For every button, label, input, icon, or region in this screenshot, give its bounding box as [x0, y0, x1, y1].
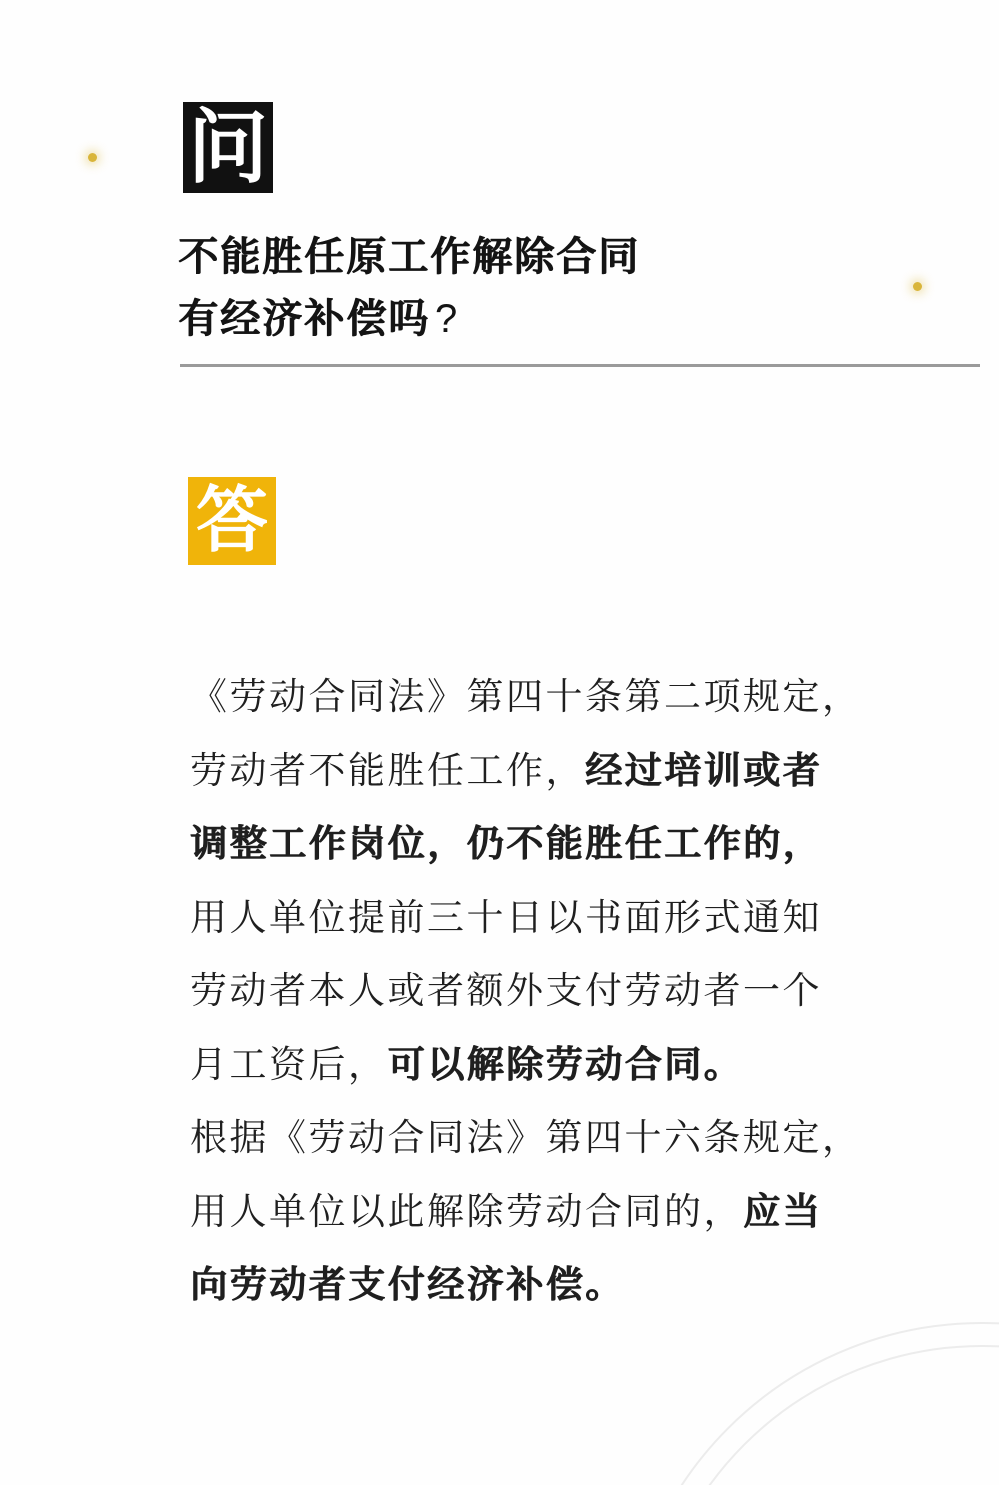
answer-line: 调整工作岗位，仍不能胜任工作的，	[190, 823, 822, 864]
question-badge-icon	[183, 102, 273, 193]
answer-line: 劳动者本人或者额外支付劳动者一个	[190, 970, 822, 1011]
accent-dot-icon	[88, 153, 97, 162]
answer-line: 月工资后，可以解除劳动合同。	[190, 1043, 743, 1085]
answer-line: 根据《劳动合同法》第四十六条规定，	[190, 1117, 862, 1158]
answer-line: 用人单位提前三十日以书面形式通知	[190, 896, 822, 938]
question-title-line1: 不能胜任原工作解除合同	[178, 235, 640, 279]
answer-line: 用人单位以此解除劳动合同的，应当	[190, 1190, 822, 1232]
answer-badge-char: 答	[195, 481, 268, 561]
answer-body	[190, 660, 862, 1322]
question-badge-char: 问	[188, 102, 268, 192]
question-title-line2: 有经济补偿吗 ?	[178, 297, 458, 341]
question-title	[178, 226, 640, 350]
accent-dot-icon	[913, 282, 922, 291]
answer-line: 向劳动者支付经济补偿。	[190, 1264, 625, 1305]
answer-line: 劳动者不能胜任工作，经过培训或者	[190, 749, 822, 791]
answer-line: 《劳动合同法》第四十条第二项规定，	[190, 676, 862, 717]
section-divider	[180, 364, 980, 367]
question-mark: ?	[435, 297, 458, 341]
answer-badge-icon	[188, 477, 276, 565]
